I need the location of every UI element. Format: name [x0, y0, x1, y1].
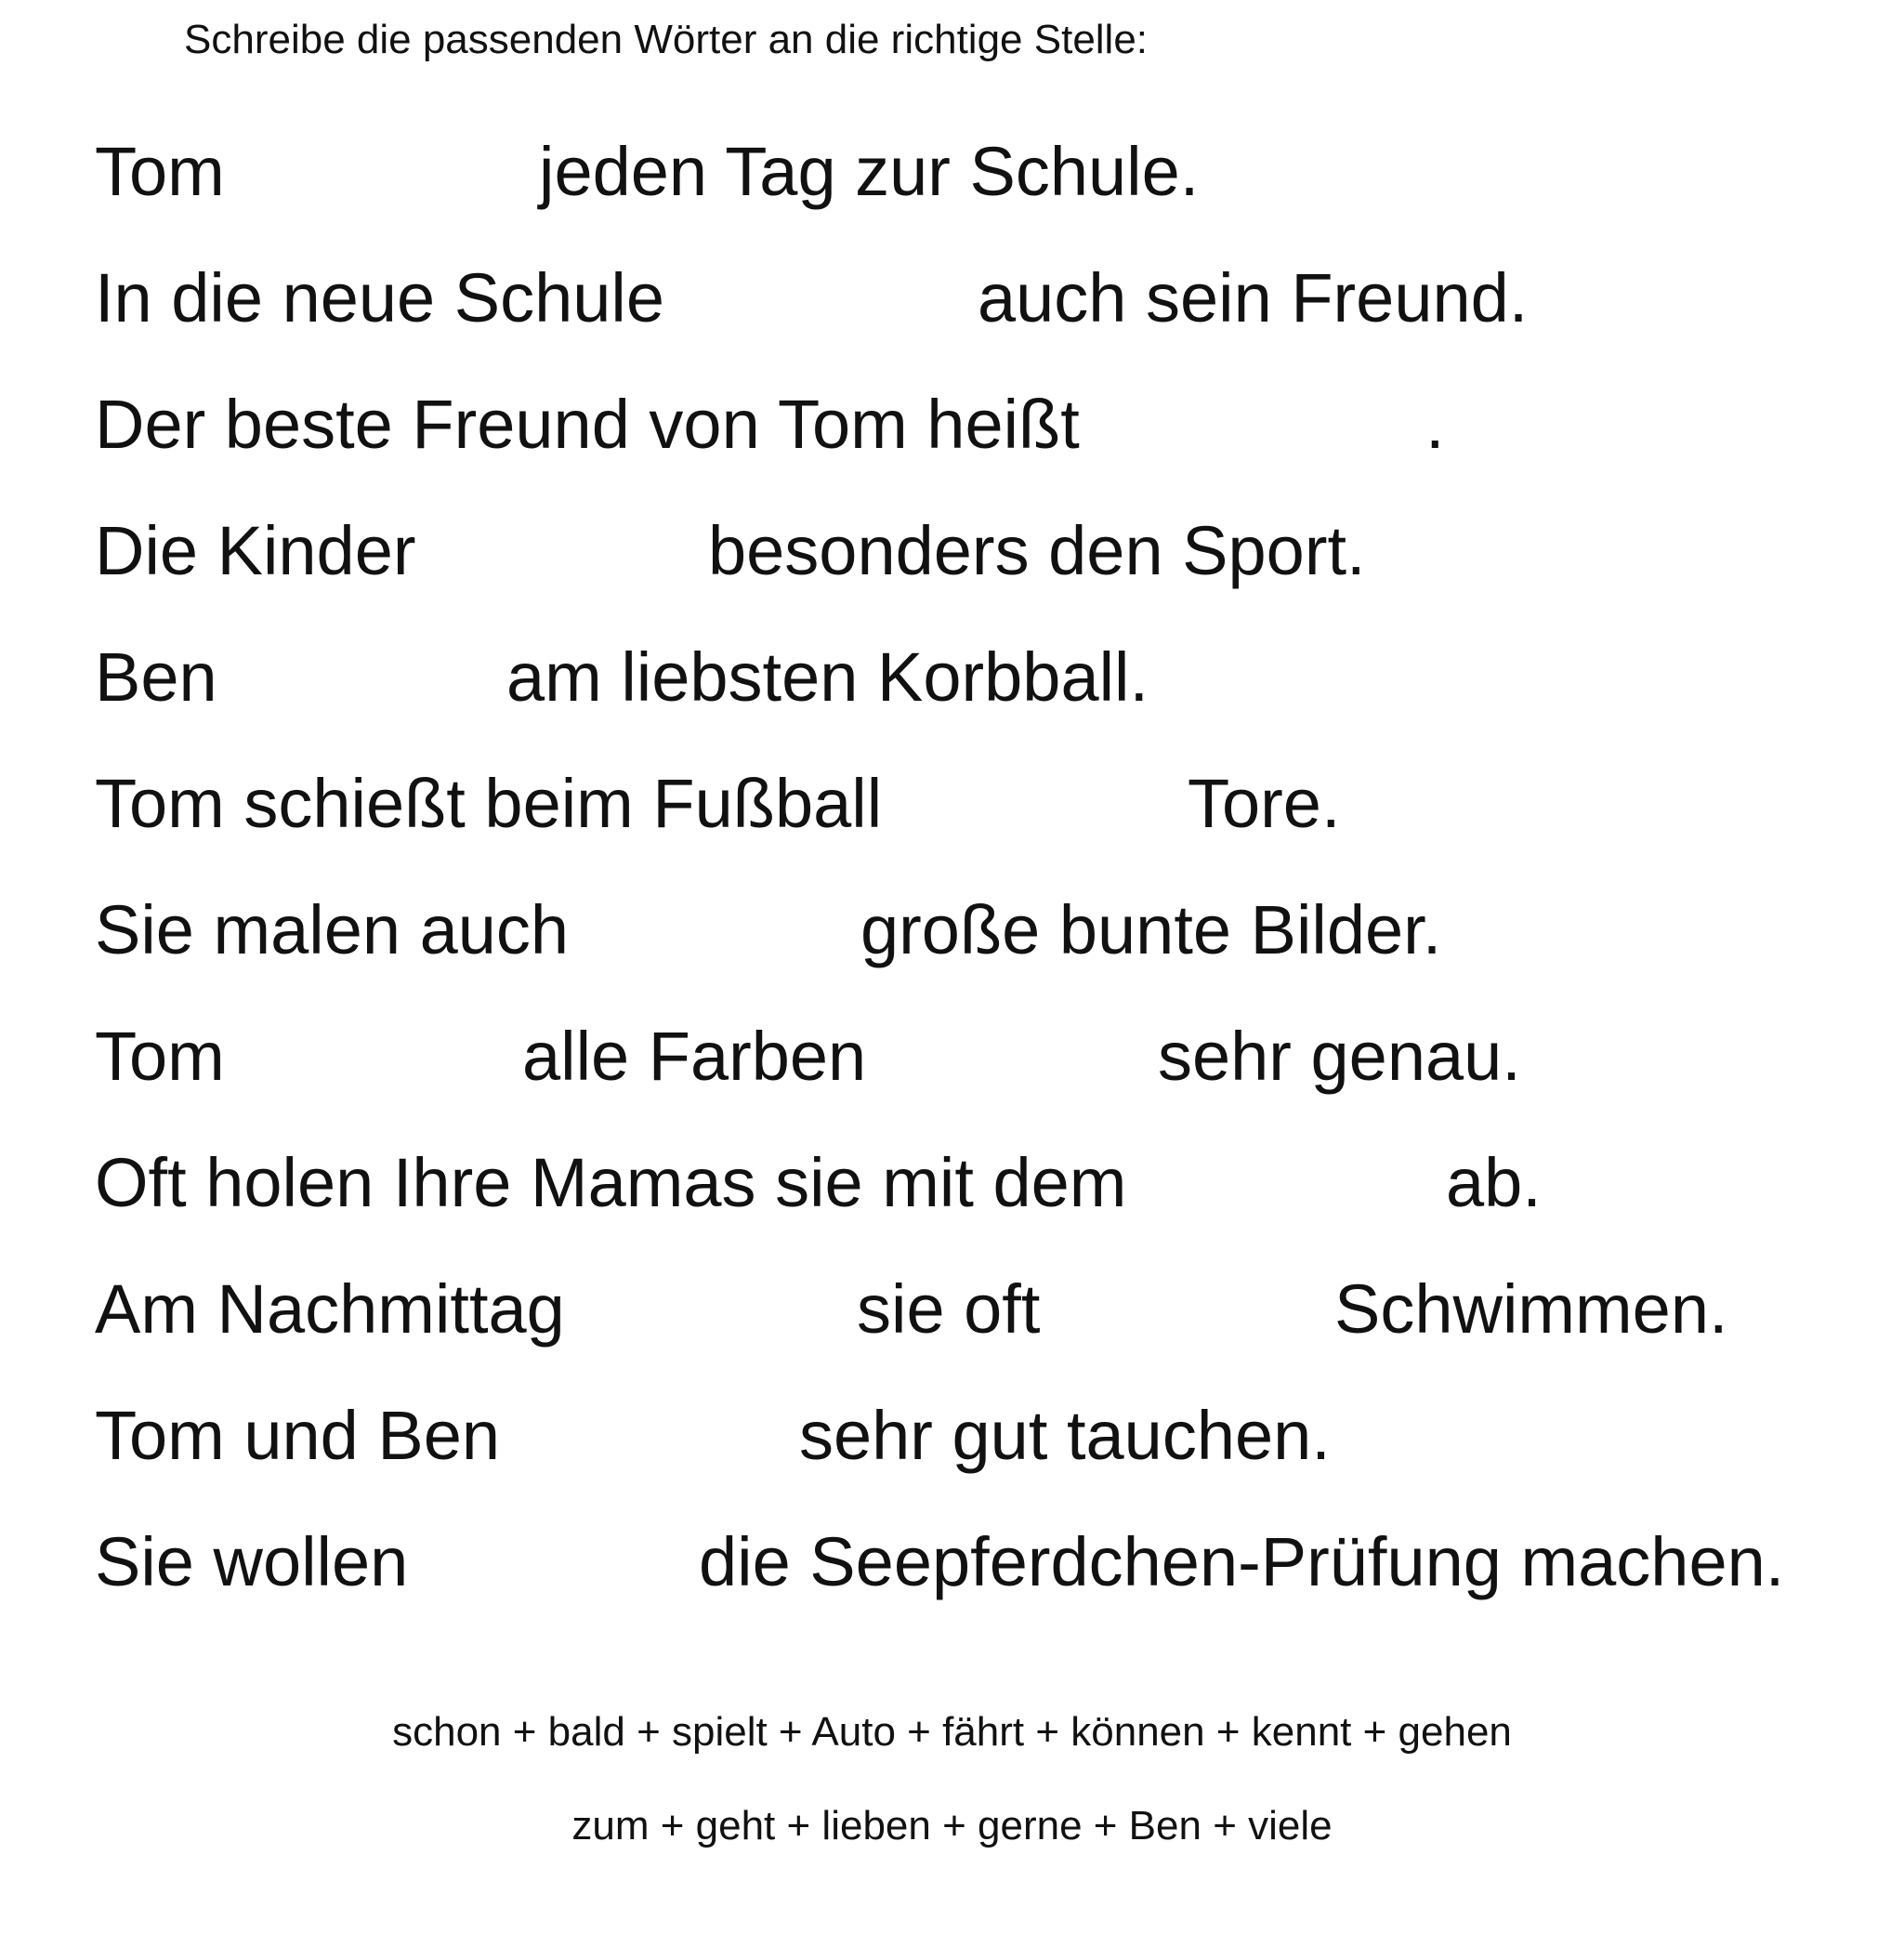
sentence-part: Die Kinder — [95, 512, 416, 589]
sentence-part: Sie malen auch — [95, 891, 570, 968]
sentence-1 — [0, 125, 1904, 218]
sentence-part: Schwimmen. — [1334, 1270, 1728, 1348]
sentence-7 — [0, 884, 1904, 977]
sentence-part: alle Farben — [522, 1018, 867, 1095]
sentence-part: Tom schießt beim Fußball — [95, 765, 883, 842]
sentence-9 — [0, 1137, 1904, 1230]
sentence-part: besonders den Sport. — [708, 512, 1366, 589]
sentence-part: große bunte Bilder. — [860, 891, 1442, 968]
sentence-12 — [0, 1516, 1904, 1609]
sentence-6 — [0, 757, 1904, 850]
sentence-part: jeden Tag zur Schule. — [539, 133, 1200, 210]
sentence-part: Tore. — [1188, 765, 1341, 842]
sentence-part: Der beste Freund von Tom heißt — [95, 386, 1080, 463]
sentence-part: Tom — [95, 1018, 225, 1095]
word-bank-line-2: zum + geht + lieben + gerne + Ben + viele — [571, 1803, 1333, 1848]
sentence-part: ab. — [1446, 1144, 1542, 1221]
instruction-text: Schreibe die passenden Wörter an die richtige Stelle: — [184, 17, 1149, 62]
sentence-part: Sie wollen — [95, 1523, 409, 1600]
sentence-part: die Seepferdchen-Prüfung machen. — [699, 1523, 1785, 1600]
sentence-part: Ben — [95, 638, 217, 716]
sentence-part: In die neue Schule — [95, 259, 665, 336]
sentence-part: Oft holen Ihre Mamas sie mit dem — [95, 1144, 1127, 1221]
sentence-2 — [0, 252, 1904, 345]
sentence-part: auch sein Freund. — [978, 259, 1529, 336]
sentence-part: sie oft — [857, 1270, 1041, 1348]
sentence-part: Tom und Ben — [95, 1397, 501, 1474]
sentence-part: sehr gut tauchen. — [799, 1397, 1331, 1474]
word-bank-line-1: schon + bald + spielt + Auto + fährt + können + kennt + gehen — [392, 1709, 1512, 1755]
sentence-10 — [0, 1263, 1904, 1356]
sentence-5 — [0, 631, 1904, 724]
sentence-4 — [0, 505, 1904, 598]
sentence-part: Tom — [95, 133, 225, 210]
sentence-11 — [0, 1389, 1904, 1482]
sentence-3 — [0, 378, 1904, 471]
sentence-part: . — [1425, 386, 1445, 463]
sentence-part: am liebsten Korbball. — [506, 638, 1149, 716]
sentence-part: sehr genau. — [1158, 1018, 1521, 1095]
sentence-8 — [0, 1010, 1904, 1103]
sentence-part: Am Nachmittag — [95, 1270, 565, 1348]
